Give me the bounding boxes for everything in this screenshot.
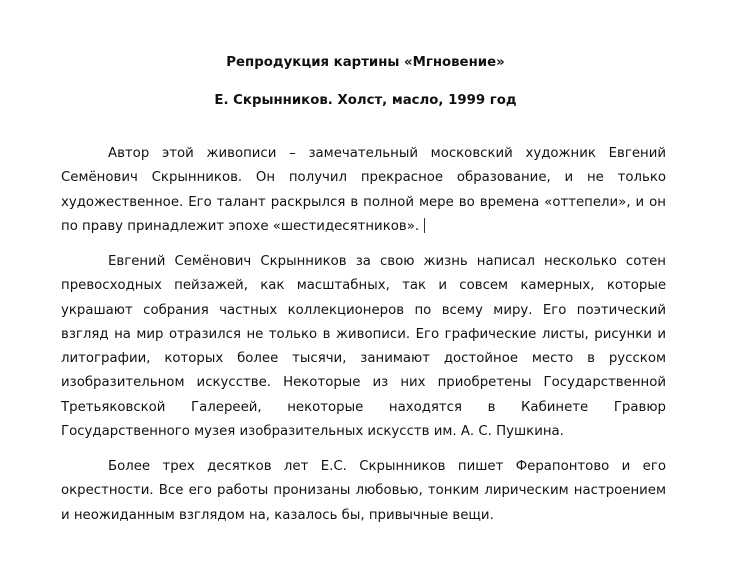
paragraph-2-text: Евгений Семёнович Скрынников за свою жизнь написал несколько сотен превосходных пейзажей, как масштабных, так и совсем камерных, которые украшают собрания частных коллекционеров по всему миру. Его поэтический взгляд на мир отразился не только в живописи. Его графические листы, рисунки и литографии, которых более тысячи, занимают достойное место в русском изобразительном искусстве. Некоторые из них приобретены Государственной Третьяковской Галереей, некоторые находятся в Кабинете Гравюр Государственного музея изобразительных искусств им. А. С. Пушкина. (61, 254, 666, 440)
paragraph-3-text: Более трех десятков лет Е.С. Скрынников пишет Ферапонтово и его окрестности. Все его работы пронизаны любовью, тонким лирическим настроением и неожиданным взглядом на, казалось бы, привычные вещи. (61, 459, 666, 523)
paragraph-1-text: Автор этой живописи – замечательный московский художник Евгений Семёнович Скрынников. Он получил прекрасное образование, и не только художественное. Его талант раскрылся в полной мере во времена «оттепели», и он по праву принадлежит эпохе «шестидесятников». (61, 146, 666, 234)
paragraph-3[interactable] (61, 455, 666, 528)
document-title: Репродукция картины «Мгновение» (226, 55, 505, 70)
document-subtitle: Е. Скрынников. Холст, масло, 1999 год (214, 93, 517, 108)
text-cursor (424, 218, 425, 233)
paragraph-2[interactable] (61, 250, 666, 444)
paragraph-1[interactable] (61, 142, 666, 239)
